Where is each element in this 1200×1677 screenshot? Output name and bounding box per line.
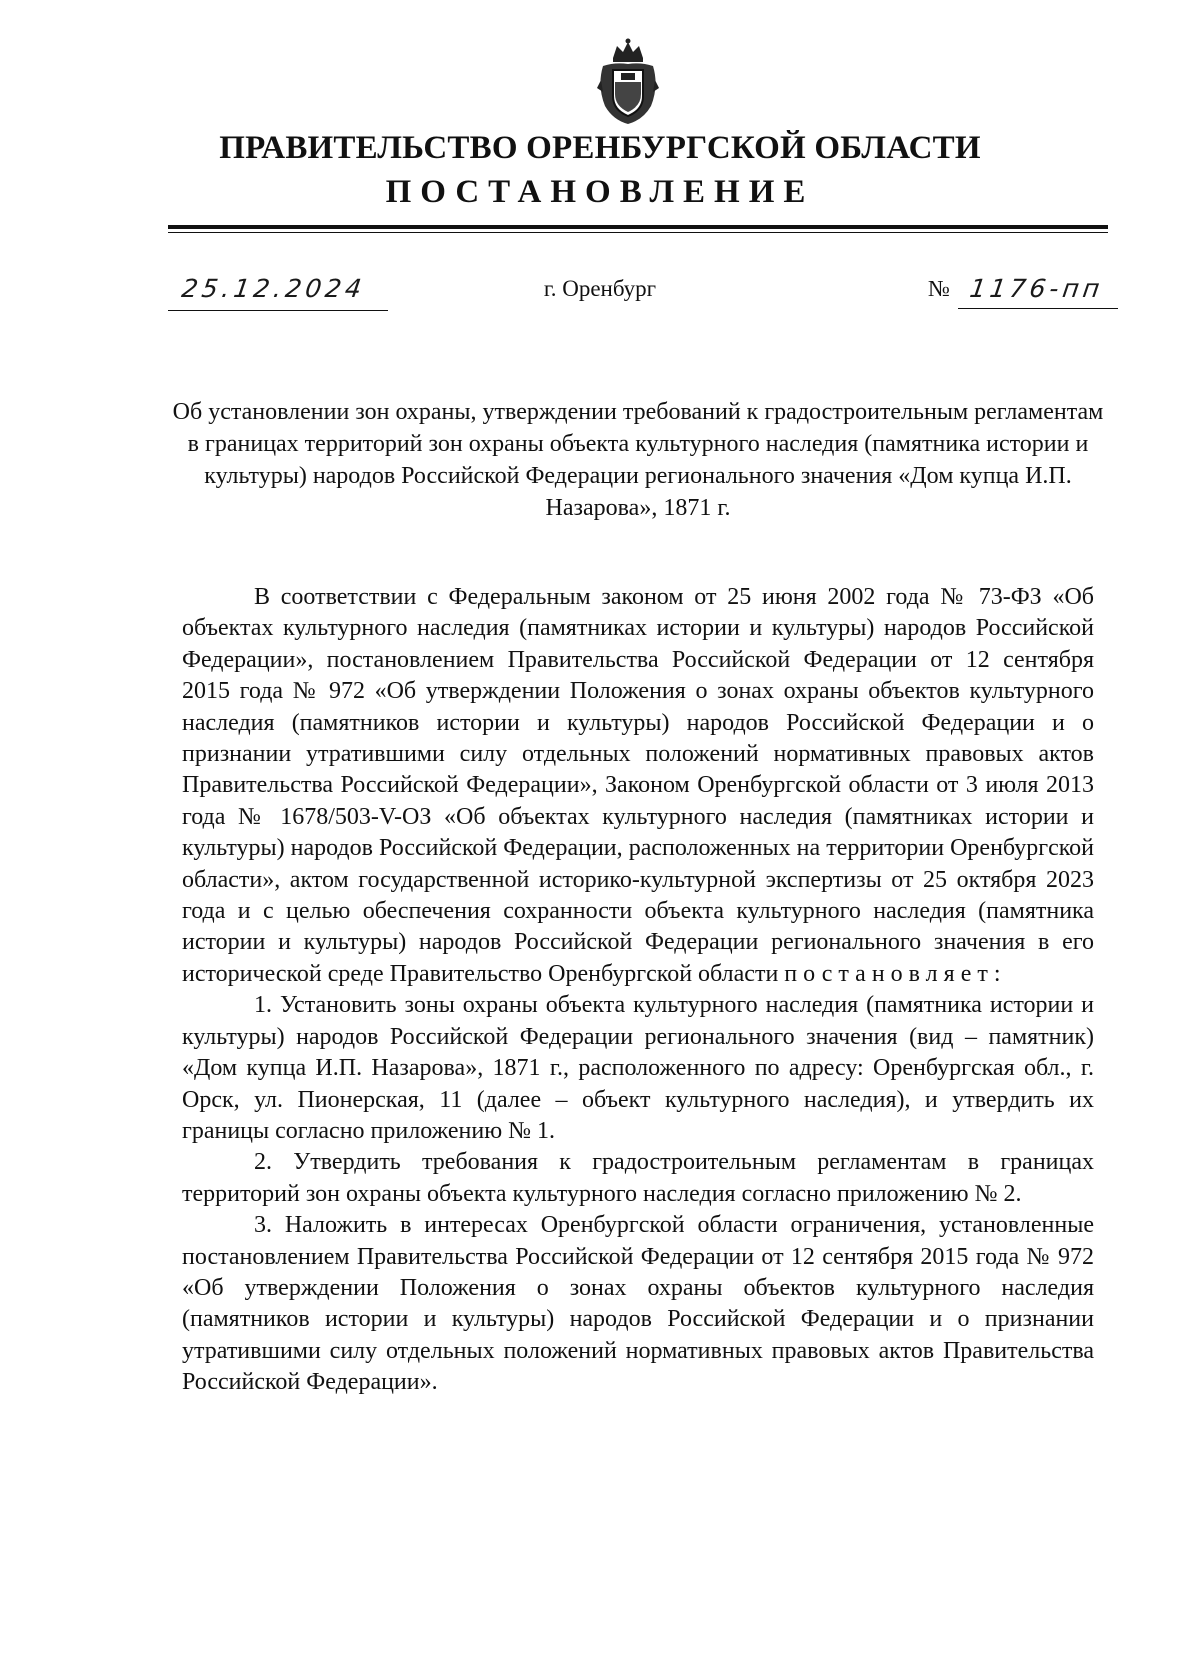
document-body [182, 582, 1094, 1399]
preamble-paragraph [182, 582, 1094, 990]
item-3: 3. Наложить в интересах Оренбургской области ограничения, установленные постановлением Правительства Российской Федерации от 12 сентября 2015 года № 972 «Об утверждении Положения о зонах охраны объектов культурного наследия (памятников истории и культуры) народов Российской Федерации и о признании утратившими силу отдельных положений нормативных правовых актов Правительства Российской Федерации». [182, 1212, 1094, 1396]
document-subject: Об установлении зон охраны, утверждении требований к градостроительным регламентам в границах территорий зон охраны объекта культурного наследия (памятника истории и культуры) народов Российской Федерации регионального значения «Дом купца И.П. Назарова», 1871 г. [172, 399, 1104, 521]
handwritten-number: 1176-пп [967, 274, 1106, 303]
number-field [958, 270, 1118, 309]
number-label: № [928, 276, 950, 301]
header-rule-thick [168, 225, 1108, 229]
government-name: ПРАВИТЕЛЬСТВО ОРЕНБУРГСКОЙ ОБЛАСТИ [219, 130, 981, 166]
preamble-text: В соответствии с Федеральным законом от 25 июня 2002 года № 73-ФЗ «Об объектах культурного наследия (памятниках истории и культуры) народов Российской Федерации», постановлением Правительства Российской Федерации от 12 сентября 2015 года № 972 «Об утверждении Положения о зонах охраны объектов культурного наследия (памятников истории и культуры) народов Российской Федерации и о признании утратившими силу отдельных положений нормативных правовых актов Правительства Российской Федерации», Законом Оренбургской области от 3 июля 2013 года № 1678/503-V-ОЗ «Об объектах культурного наследия (памятниках истории и культуры) народов Российской Федерации, расположенных на территории Оренбургской области», актом государственной историко-культурной экспертизы от 25 октября 2023 года и с целью обеспечения сохранности объекта культурного наследия (памятника истории и культуры) народов Российской Федерации регионального значения в его исторической среде Правительство Оренбургской области [182, 584, 1094, 987]
document-type: ПОСТАНОВЛЕНИЕ [385, 174, 815, 210]
resolves-keyword: постановляет: [784, 960, 1007, 987]
item-1: 1. Установить зоны охраны объекта культурного наследия (памятника истории и культуры) народов Российской Федерации регионального значения (вид – памятник) «Дом купца И.П. Назарова», 1871 г., расположенного по адресу: Оренбургская обл., г. Орск, ул. Пионерская, 11 (далее – объект культурного наследия), и утвердить их границы согласно приложению № 1. [182, 992, 1094, 1144]
item-2: 2. Утвердить требования к градостроительным регламентам в границах территорий зон охраны объекта культурного наследия согласно приложению № 2. [182, 1149, 1094, 1207]
coat-of-arms-icon [593, 36, 663, 126]
handwritten-date: 25.12.2024 [179, 274, 368, 303]
header-rule-thin [168, 232, 1108, 233]
city-label: г. Оренбург [543, 276, 657, 301]
